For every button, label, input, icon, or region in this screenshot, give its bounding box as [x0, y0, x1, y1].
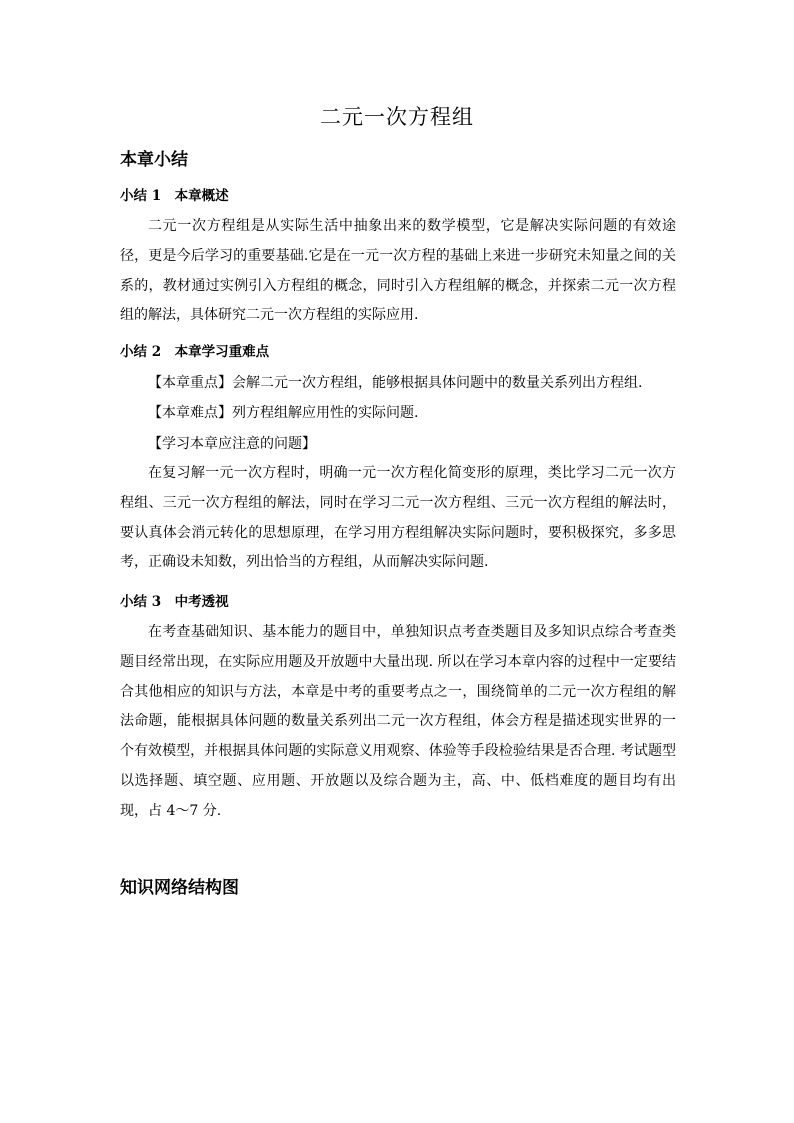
- section3-body: 在考查基础知识、基本能力的题目中，单独知识点考查类题目及多知识点综合考查类题目经常出现，在实际应用题及开放题中大量出现. 所以在学习本章内容的过程中一定要结合其他相应的知识与方法，本章是中考的重要考点之一，围绕简单的二元一次方程组的解法命题，能根据具体问题的数量关系列出二元一次方程组，体会方程是描述现实世界的一个有效模型，并根据具体问题的实际意义用观察、体验等手段检验结果是否合理. 考试题型以选择题、填空题、应用题、开放题以及综合题为主，高、中、低档难度的题目均有出现，占 4～7 分.: [120, 624, 676, 819]
- section2-heading: 小结 2 本章学习重难点: [120, 344, 270, 360]
- key-point-line: 【本章重点】会解二元一次方程组，能够根据具体问题中的数量关系列出方程组.: [148, 375, 643, 391]
- notes-heading-line: 【学习本章应注意的问题】: [148, 436, 316, 452]
- document-title: 二元一次方程组: [320, 105, 474, 129]
- section2-notes-body: 在复习解一元一次方程时，明确一元一次方程化简变形的原理，类比学习二元一次方程组、三元一次方程组的解法，同时在学习二元一次方程组、三元一次方程组的解法时，要认真体会消元转化的思想原理，在学习用方程组解决实际问题时，要积极探究，多多思考，正确设未知数，列出恰当的方程组，从而解决实际问题.: [120, 465, 676, 571]
- section1-heading: 小结 1 本章概述: [120, 188, 229, 204]
- section3-heading: 小结 3 中考透视: [120, 594, 229, 610]
- difficult-point-line: 【本章难点】列方程组解应用性的实际问题.: [148, 405, 419, 421]
- chapter-summary-heading: 本章小结: [120, 150, 188, 170]
- section1-body: 二元一次方程组是从实际生活中抽象出来的数学模型，它是解决实际问题的有效途径，更是今后学习的重要基础.它是在一元一次方程的基础上来进一步研究未知量之间的关系的，教材通过实例引入方程组的概念，同时引入方程组解的概念，并探索二元一次方程组的解法，具体研究二元一次方程组的实际应用.: [120, 218, 676, 324]
- knowledge-network-heading: 知识网络结构图: [120, 878, 239, 898]
